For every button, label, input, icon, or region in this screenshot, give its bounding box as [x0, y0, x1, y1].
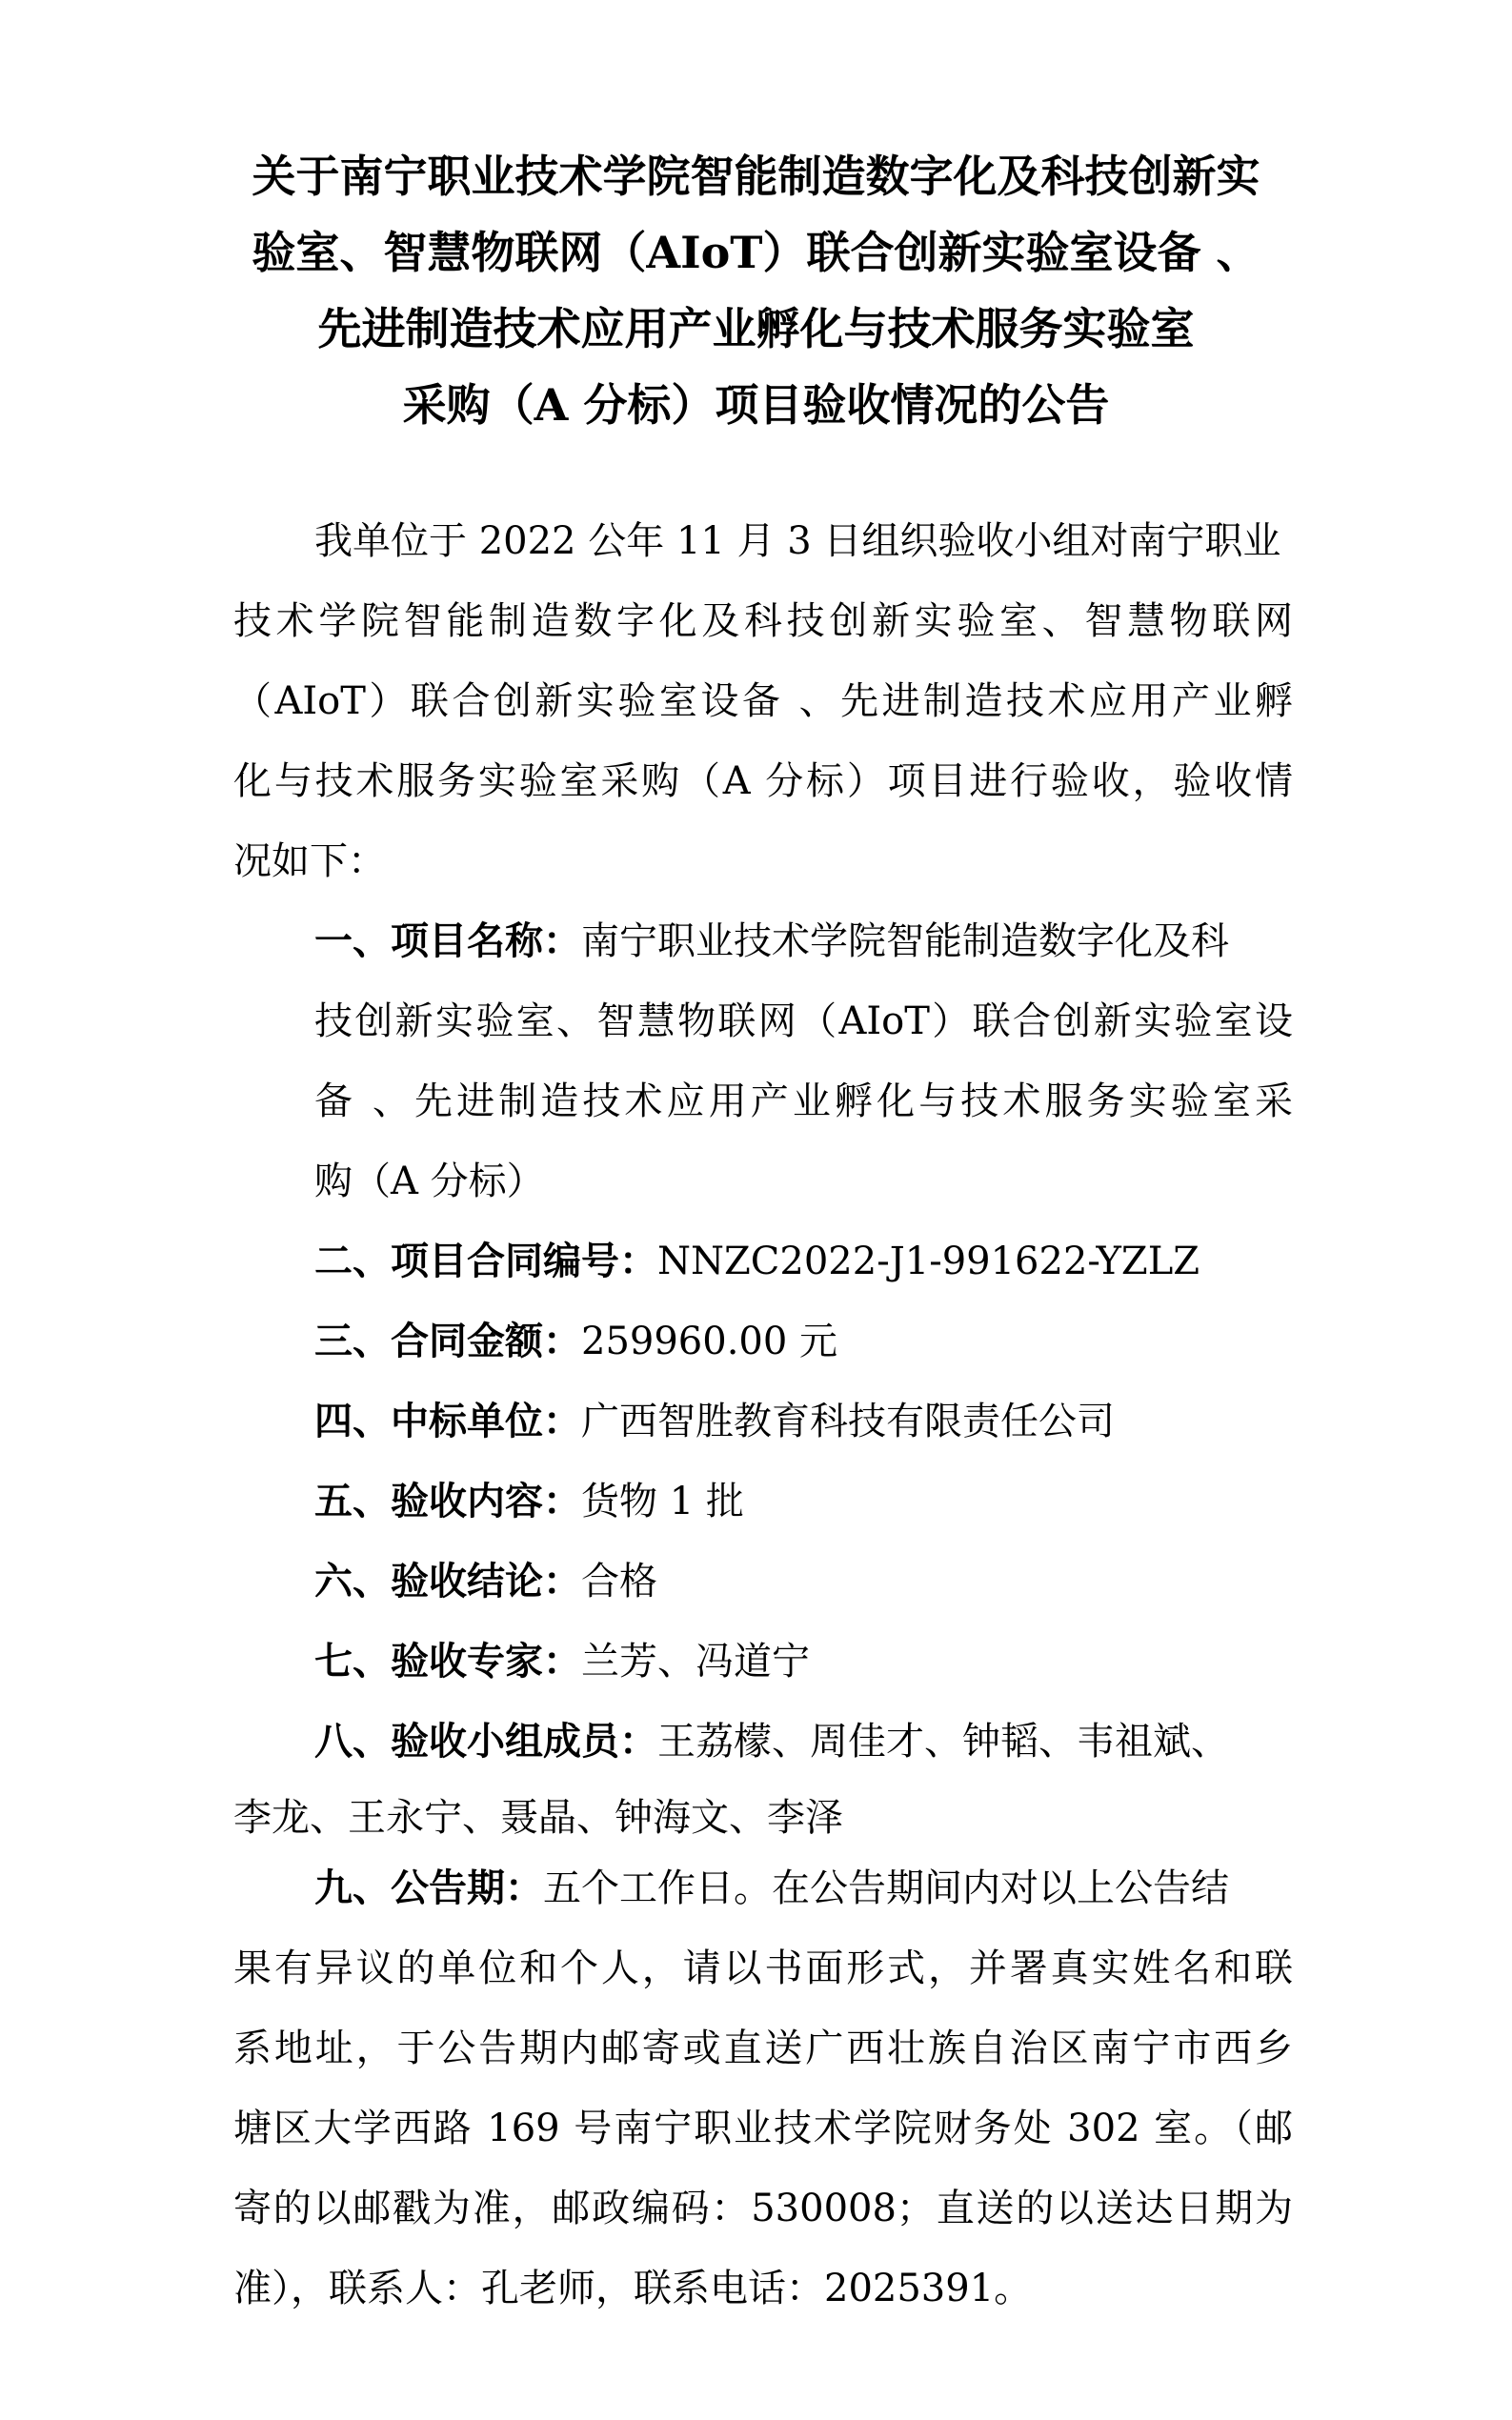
title-line: 先进制造技术应用产业孵化与技术服务实验室: [317, 303, 1195, 354]
item-winner: [314, 1381, 1115, 1462]
item-value: 五个工作日。在公告期间内对以上公告结: [543, 1866, 1229, 1910]
notice-title: [191, 138, 1321, 443]
item-conclusion: [314, 1542, 657, 1622]
item-label: 三、合同金额：: [314, 1319, 581, 1363]
item-value-line: 寄的以邮戳为准，邮政编码：530008；直送的以送达日期为: [233, 2187, 1293, 2230]
item-value: 广西智胜教育科技有限责任公司: [581, 1400, 1115, 1443]
item-value-line: 备 、先进制造技术应用产业孵化与技术服务实验室采: [314, 1079, 1293, 1123]
intro-line: 我单位于 2022 公年 11 月 3 日组织验收小组对南宁职业: [314, 519, 1281, 563]
intro-line: 况如下：: [233, 839, 386, 883]
intro-line: （AIoT）联合创新实验室设备 、先进制造技术应用产业孵: [233, 679, 1293, 723]
item-value: NNZC2022-J1-991622-YZLZ: [657, 1240, 1200, 1283]
item-value-line: 准），联系人：孔老师，联系电话：2025391。: [233, 2267, 1033, 2310]
item-value-line: 系地址，于公告期内邮寄或直送广西壮族自治区南宁市西乡: [233, 2027, 1293, 2070]
item-contract-amount: [314, 1301, 837, 1381]
item-label: 四、中标单位：: [314, 1399, 581, 1443]
item-value: 合格: [581, 1560, 657, 1603]
intro-line: 技术学院智能制造数字化及科技创新实验室、智慧物联网: [233, 599, 1293, 643]
title-line: 关于南宁职业技术学院智能制造数字化及科技创新实: [252, 151, 1260, 202]
title-line: 验室、智慧物联网（AIoT）联合创新实验室设备 、: [252, 227, 1260, 278]
item-label: 七、验收专家：: [314, 1639, 581, 1684]
intro-line: 化与技术服务实验室采购（A 分标）项目进行验收，验收情: [233, 759, 1293, 803]
item-experts: [314, 1622, 810, 1702]
item-value-line: 技创新实验室、智慧物联网（AIoT）联合创新实验室设: [314, 999, 1293, 1043]
item-content: [314, 1462, 744, 1542]
item-value-line: 购（A 分标）: [314, 1160, 545, 1203]
item-label: 五、验收内容：: [314, 1479, 581, 1523]
item-value: 兰芳、冯道宁: [581, 1640, 810, 1684]
item-value-line: 塘区大学西路 169 号南宁职业技术学院财务处 302 室。（邮: [233, 2107, 1293, 2150]
item-value: 259960.00 元: [581, 1320, 838, 1363]
item-contract-no: [314, 1221, 1200, 1301]
title-line: 采购（A 分标）项目验收情况的公告: [402, 379, 1110, 431]
item-label: 六、验收结论：: [314, 1559, 581, 1603]
item-value: 货物 1 批: [581, 1480, 744, 1523]
item-label: 八、验收小组成员：: [314, 1719, 657, 1764]
item-value: 南宁职业技术学院智能制造数字化及科: [581, 919, 1229, 963]
item-value-line: 李龙、王永宁、聂晶、钟海文、李泽: [233, 1796, 843, 1840]
item-label: 二、项目合同编号：: [314, 1239, 657, 1283]
item-value-line: 果有异议的单位和个人，请以书面形式，并署真实姓名和联: [233, 1946, 1293, 1990]
item-label: 九、公告期：: [314, 1865, 543, 1910]
item-value: 王荔檬、周佳才、钟韬、韦祖斌、: [657, 1720, 1229, 1764]
item-label: 一、项目名称：: [314, 918, 581, 963]
